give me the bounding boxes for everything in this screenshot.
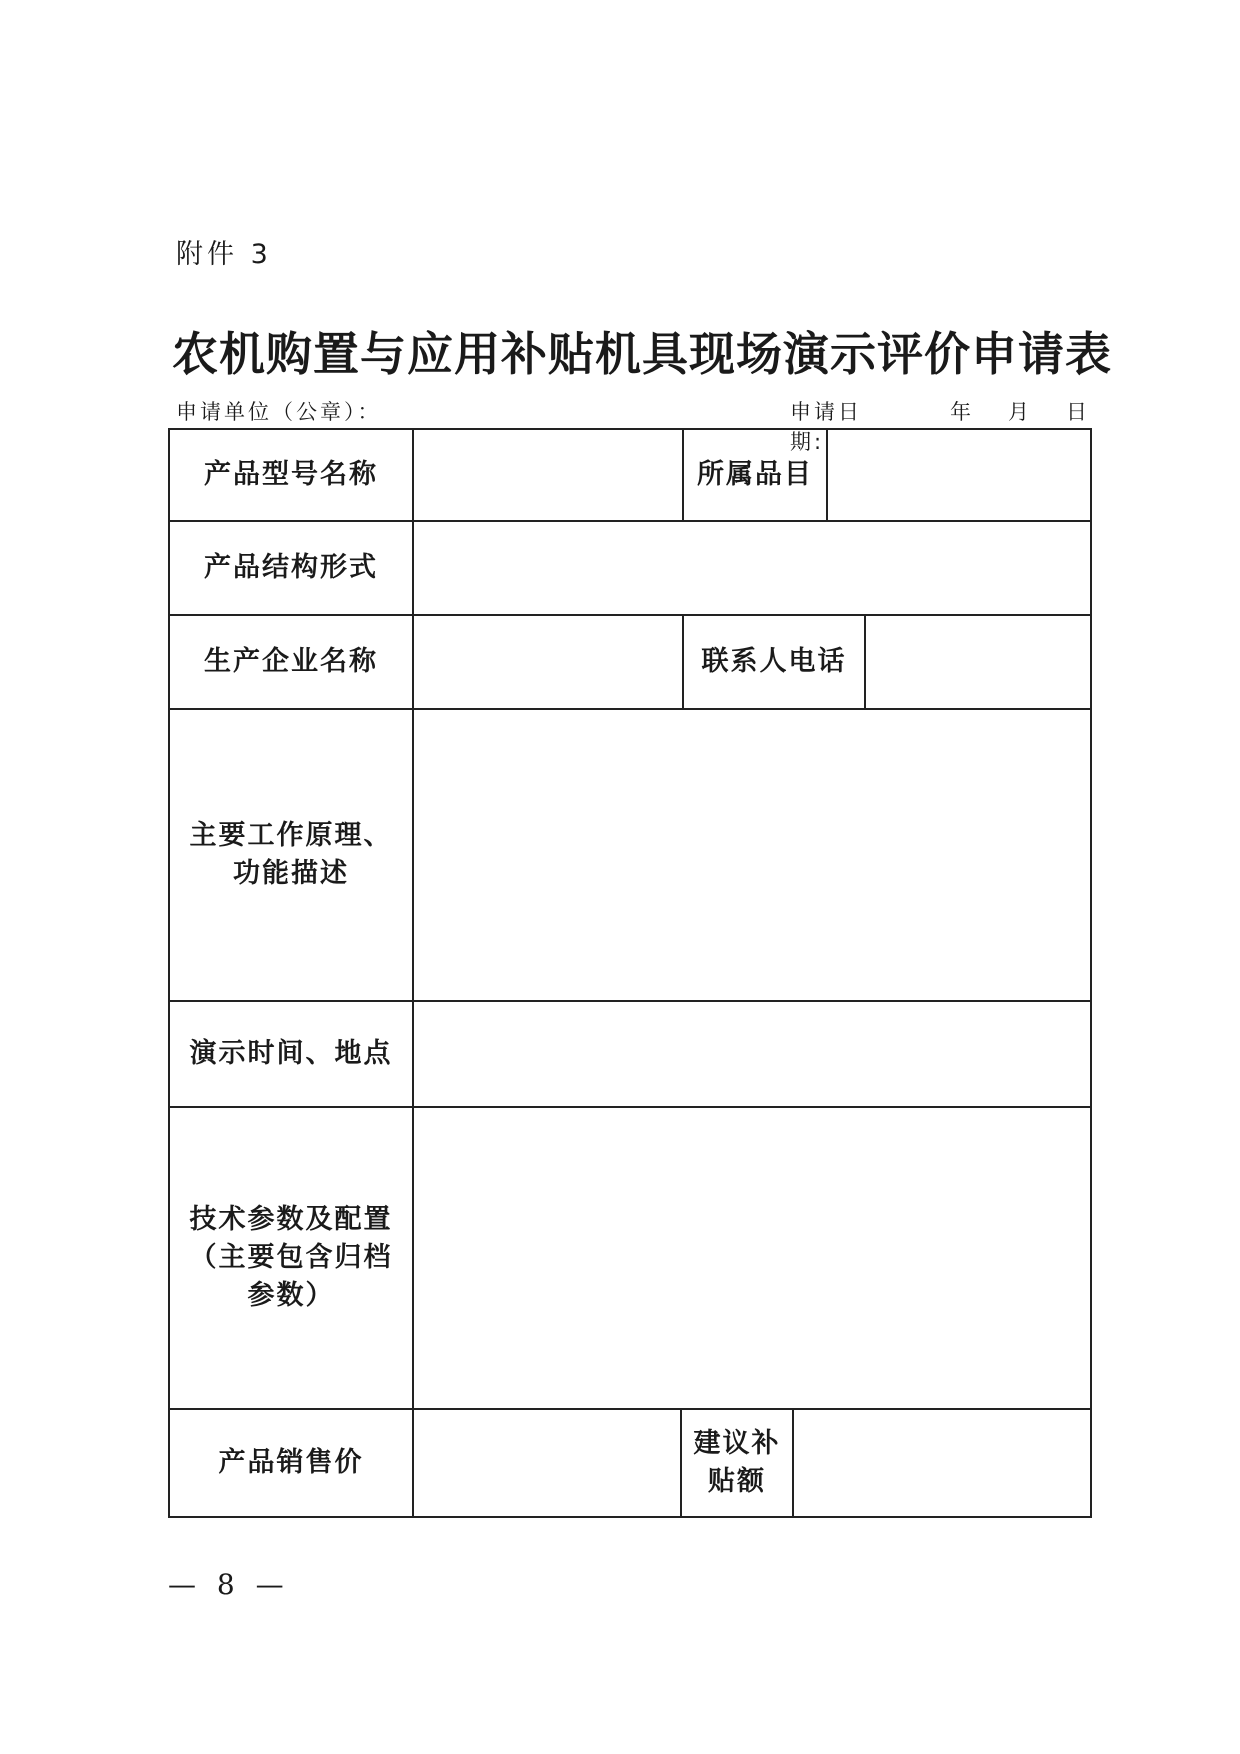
contact-phone-field[interactable] [866,616,1090,708]
date-year: 年 [950,400,974,424]
suggested-subsidy-label: 建议补贴额 [693,1428,781,1497]
product-model-label: 产品型号名称 [204,459,378,490]
structure-label: 产品结构形式 [204,552,378,583]
date-month: 月 [1008,400,1032,424]
attachment-label: 附件 3 [176,239,272,270]
tech-params-field[interactable] [414,1108,1090,1408]
principle-label: 主要工作原理、功能描述 [189,820,393,889]
table-border [1090,428,1092,1518]
page-number: — 8 — [168,1568,290,1601]
sale-price-field[interactable] [414,1410,680,1516]
manufacturer-field[interactable] [414,616,682,708]
suggested-subsidy-field[interactable] [794,1410,1090,1516]
date-day: 日 [1066,400,1090,424]
product-model-field[interactable] [414,430,682,520]
demo-time-place-field[interactable] [414,1002,1090,1106]
table-border [168,1516,1092,1518]
manufacturer-label: 生产企业名称 [204,646,378,677]
column-divider [680,1408,682,1518]
application-form [168,428,1092,1520]
contact-phone-label: 联系人电话 [701,646,847,677]
demo-time-place-label: 演示时间、地点 [189,1038,393,1069]
structure-field[interactable] [414,522,1090,614]
date-label: 申请日期: [790,400,862,454]
category-field[interactable] [828,430,1090,520]
tech-params-label: 技术参数及配置（主要包含归档参数） [189,1204,393,1311]
page-title: 农机购置与应用补贴机具现场演示评价申请表 [172,327,1112,381]
principle-field[interactable] [414,710,1090,1000]
category-label: 所属品目 [697,459,813,490]
sale-price-label: 产品销售价 [218,1447,364,1478]
applicant-label: 申请单位（公章）： [176,400,382,424]
